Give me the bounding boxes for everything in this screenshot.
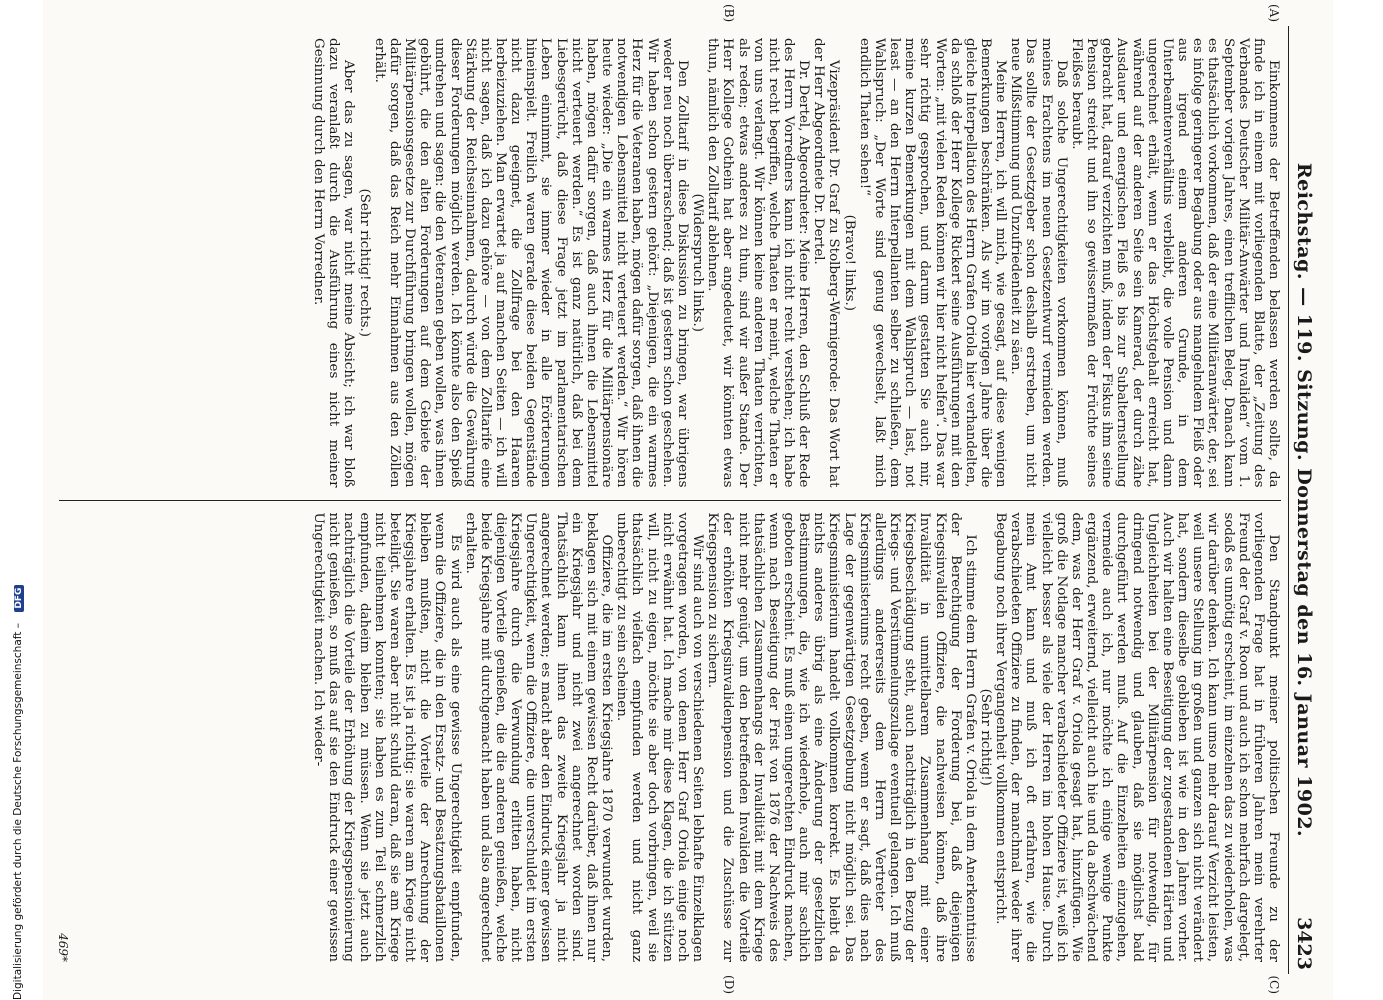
digitization-sidebar bbox=[0, 0, 22, 1000]
sidebar-credit bbox=[12, 585, 24, 1000]
speaker-paragraph: Vizepräsident Dr. Graf zu Stolberg-Wernigerode: Das Wort hat der Herr Abgeordnete Dr. Dertel. bbox=[811, 38, 842, 488]
margin-marker-d: (D) bbox=[722, 975, 736, 994]
paragraph: Offiziere, die im ersten Kriegsjahre 1870 verwundet wurden, beklagen sich mit einem gewissen Recht darüber, daß ihnen nur ein Kriegsjahr und nicht zwei angerechnet worden sind. Thatsächlich kann ihnen das zweite Kriegsjahr ja nicht angerechnet werden; es macht aber den Eindruck einer gewissen Ungerechtigkeit, wenn die Offiziere, die unverschuldet im ersten Kriegsjahre durch die Verwundung erlitten haben, nicht diejenigen Vorteile genießen, die die anderen genießen, welche beide Kriegsjahre mit durchgemacht haben und also angerechnet erhalten. bbox=[462, 512, 615, 962]
document-page bbox=[43, 0, 1333, 1000]
page-number: 3423 bbox=[1293, 917, 1315, 970]
paragraph: Den Zolltarif in diese Diskussion zu bringen, war übrigens weder neu noch überraschend; daß ist gestern schon geschehen. Wir haben schon gestern gehört: „Diejenigen, die ein warmes Herz für die Veteranen haben, mögen dafür sorgen, daß ihnen die notwendigen Lebensmittel nicht verteuert werden.“ Wir hören heute wieder: „Die ein warmes Herz für die Militärpensionäre haben, mögen dafür sorgen, daß auch ihnen die Lebensmittel nicht verteuert werden.“ Es ist ganz natürlich, daß bei dem Liebesgerücht, daß diese Frage jetzt im parlamentarischen Leben einnimmt, sie immer wieder in alle Erörterungen hineinspielt. Freilich waren gerade diese beiden Gegenstände nicht dazu geeignet, die Zollfrage bei den Haaren herbeizuziehen. Man erwartet ja auf manchen Seiten — ich will nicht sagen, daß ich dazu gehöre — von dem Zolltarife eine Stärkung der Reichseinnahmen, dadurch würde die Gewährung dieser Forderungen möglich werden. Ich könnte also den Spieß umdrehen und sagen: die den Veteranen geben wollen, was ihnen gebührt, die den alten Forderungen auf dem Gebiete der Militärpensionsgesetze zur Durchführung bringen wollen, mögen dafür sorgen, daß das Reich mehr Einnahmen aus den Zöllen erhält. bbox=[371, 38, 690, 488]
margin-marker-c: (C) bbox=[1267, 975, 1281, 994]
interjection: (Sehr richtig! rechts.) bbox=[356, 188, 372, 337]
sidebar-credit-text: Digitalisierung gefördert durch die Deutsche Forschungsgemeinschaft – bbox=[12, 623, 24, 1000]
paragraph: Es wird auch als eine gewisse Ungerechtigkeit empfunden, wenn die Offiziere, die in den Ersatz- und Besatzungsbataillonen bleiben mußten, nicht die Vorteile der Anrechnung der Kriegsjahre erhalten. Es ist ja richtig: sie waren am Kriege nicht beteiligt. Sie waren aber nicht schuld daran, daß sie am Kriege nicht teilnehmen konnten; sie haben es zum Teil schmerzlich empfunden, daheim bleiben zu müssen. Wenn sie jetzt auch nachträglich die Vorteile der Erhöhung der Kriegspensionierung nicht genießen, so muß das auf sie den Eindruck einer gewissen Ungerechtigkeit machen. Ich wieder- bbox=[311, 512, 463, 962]
left-column bbox=[59, 4, 1281, 501]
paragraph: Ich stimme dem Herrn Grafen v. Oriola in dem Anerkenntnisse der Berechtigung der Forderung bei, daß diejenigen Kriegsinvaliden Offiziere, die nachweisen können, daß ihre Invalidität in unmittelbarem Zusammenhang mit einer Kriegsbeschädigung steht, auch nachträglich in den Bezug der Kriegs- und Verstümmelungszulage eventuell gelangen. Ich muß allerdings andererseits dem Herrn Vertreter des Kriegsministeriums recht geben, wenn er sagt, daß dies nach Lage der gegenwärtigen Gesetzgebung nicht möglich sei. Das Kriegsministerium handelt vollkommen korrekt. Es bleibt da nichts anderes übrig als eine Änderung der gesetzlichen Bestimmungen, die, wie ich wiederhole, auch mir sachlich geboten erscheint. Es muß einen ungerechten Eindruck machen, wenn nach Beseitigung der Frist von 1876 der Nachweis des thatsächlichen Zusammenhangs der Invalidität mit dem Kriege nicht mehr genügt, um den betreffenden Invaliden die Vorteile der erhöhten Kriegsinvalidenpension und die Zuschüsse zur Kriegspension zu sichern. bbox=[705, 512, 978, 962]
dfg-logo: DFG bbox=[14, 585, 24, 612]
paragraph: Einkommens der Betreffenden belassen werden sollte, da finde ich in einem mit vorliegenden Blatte, der „Zeitung des Verbandes Deutscher Militär-Anwärter und Invaliden“ vom 1. September vorigen Jahres, einen trefflichen Beleg. Danach kann es thatsächlich vorkommen, daß der eine Militäranwärter, der, sei es infolge geringerer Begabung oder aus mangelndem Fleiß oder aus irgend einem anderen Grunde, in dem Unterbeamtenverhältnis verbleibt, die volle Pension und dann ungerechnet erhält, wenn er das Höchstgehalt erreicht hat, während auf der anderen Seite sein Kamerad, der durch zähe Ausdauer und energischen Fleiß es bis zur Subalternstellung gebracht hat, darauf verzichten muß, indem der Fiskus ihm seine Pension streicht und ihn so gewissermaßen der Früchte seines Fleißes beraubt. bbox=[1068, 38, 1281, 488]
page-title: Reichstag. — 119. Sitzung. Donnerstag den 16. Januar 1902. bbox=[1293, 162, 1315, 838]
paragraph: Aber das zu sagen, war nicht meine Absicht; ich war bloß dazu veranlaßt durch die Ausführung eines nicht meiner Gesinnung durch den Herrn Vorredner. bbox=[311, 38, 357, 488]
paragraph: Wir sind auch von verschiedenen Seiten lebhafte Einzelklagen vorgetragen worden, von denen Herr Graf Oriola einige noch nicht erwähnt hat. Ich mache mir diese Klagen, die ich stützen will, nicht zu eigen, möchte sie aber doch vorbringen, weil sie thatsächlich vielfach empfunden werden und nicht ganz unberechtigt zu sein scheinen. bbox=[614, 512, 706, 962]
text-columns bbox=[56, 4, 1281, 994]
interjection: (Widerspruch links.) bbox=[690, 193, 706, 332]
paragraph: Meine Herren, ich will mich, wie gesagt, auf diese wenigen Bemerkungen beschränken. Als wir im vorigen Jahre über die gleiche Interpellation des Herrn Grafen Oriola hier verhandelten, da schloß der Herr Kollege Rickert seine Ausführungen mit den Worten: „mit vielen Reden können wir hier nicht helfen“. Das war sehr richtig gesprochen, und darum gestatten Sie auch mir, meine kurzen Bemerkungen mit dem Wahlspruch — last, not least — an den Herrn Interpellanten selber zu schließen, dem Wahlspruch: „Der Worte sind genug gewechselt, laßt mich endlich Thaten sehen!“ bbox=[856, 38, 1009, 488]
margin-marker-a: (A) bbox=[1267, 4, 1281, 23]
paragraph: Den Standpunkt meiner politischen Freunde zu der vorliegenden Frage hat in früheren Jahren mein verehrter Freund der Graf v. Roon und auch ich schon mehrfach dargelegt, sodaß es unnötig erscheint, im einzelnen das zu wiederholen, was wir darüber denken. Ich kann umso mehr darauf Verzicht leisten, weil unsere Stellung im großen und ganzen sich nicht verändert hat, sondern dieselbe geblieben ist wie in den Jahren vorher. Auch wir halten eine Beseitigung der zugestandenen Härten und Ungleichheiten bei der Militärpension für notwendig, für dringend notwendig und glauben, daß sie möglichst bald durchgeführt werden muß. Auf die Einzelheiten einzugehen, vermeide auch ich, nur möchte ich einige wenige Punkte ergänzend, erweiternd, vielleicht auch hie und da abschwächend dem, was der Herr Graf v. Oriola gesagt hat, hinzufügen. Wie groß die Notlage mancher verabschiedeter Offiziere ist, weiß ich vielleicht besser als viele der Herren im hohen Hause. Durch mein Amt kann und muß ich oft erfahren, wie die verabschiedeten Offiziere zu finden, der manchmal weder ihrer Begabung noch ihrer Vergangenheit vollkommen entspricht. bbox=[993, 512, 1281, 963]
margin-marker-b: (B) bbox=[722, 4, 736, 23]
paragraph: Dr. Dertel, Abgeordneter: Meine Herren, den Schluß der Rede des Herrn Vorredners kann ich nicht recht verstehen; ich habe nicht recht begriffen, welche Thaten er meint, welche Thaten er von uns verlangt. Wir können keine anderen Thaten verrichten, als reden; etwas anderes zu thun, sind wir außer Stande. Der Herr Kollege Gothein hat aber angedeutet, wir könnten etwas thun, nämlich den Zolltarif ablehnen. bbox=[705, 38, 812, 488]
right-column bbox=[56, 501, 1281, 994]
page-header bbox=[1288, 26, 1319, 974]
paragraph: Daß solche Ungerechtigkeiten vorkommen können, muß meines Erachtens im neuen Gesetzentwurf vermieden werden. Das sollte der Gesetzgeber schon deshalb erstreben, um nicht neue Mißstimmung und Unzufriedenheit zu säen. bbox=[1008, 38, 1069, 488]
interjection: (Bravo! links.) bbox=[841, 214, 857, 311]
interjection: (Sehr richtig!) bbox=[978, 688, 994, 786]
signature-mark: 469* bbox=[56, 933, 71, 962]
